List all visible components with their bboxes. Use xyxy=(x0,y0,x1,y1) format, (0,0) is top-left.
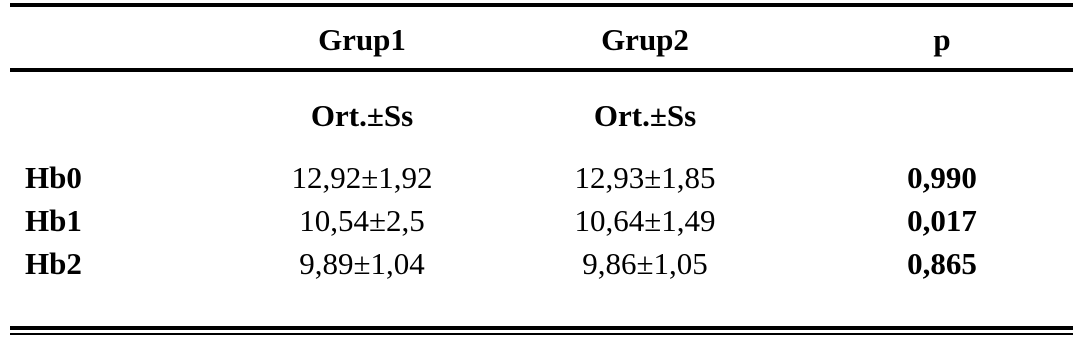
cell-grup2: 10,64±1,49 xyxy=(574,203,716,238)
cell-p: 0,865 xyxy=(907,246,977,281)
cell-p: 0,017 xyxy=(907,203,977,238)
cell-grup1: 9,89±1,04 xyxy=(299,246,425,281)
table-top-rule xyxy=(10,3,1073,7)
cell-grup2: 9,86±1,05 xyxy=(582,246,708,281)
cell-grup2: 12,93±1,85 xyxy=(574,160,716,195)
table-bottom-rule xyxy=(10,326,1073,330)
subheader-grup2: Ort.±Ss xyxy=(593,98,697,133)
column-header-grup1: Grup1 xyxy=(318,22,406,57)
subheader-grup1: Ort.±Ss xyxy=(310,98,414,133)
column-header-grup2: Grup2 xyxy=(601,22,689,57)
header-rule xyxy=(10,68,1073,72)
cell-grup1: 10,54±2,5 xyxy=(299,203,425,238)
row-label: Hb2 xyxy=(25,246,82,281)
row-label: Hb1 xyxy=(25,203,82,238)
table-bottom-rule-double xyxy=(10,333,1073,335)
cell-grup1: 12,92±1,92 xyxy=(291,160,433,195)
row-label: Hb0 xyxy=(25,160,82,195)
cell-p: 0,990 xyxy=(907,160,977,195)
column-header-p: p xyxy=(933,22,951,57)
